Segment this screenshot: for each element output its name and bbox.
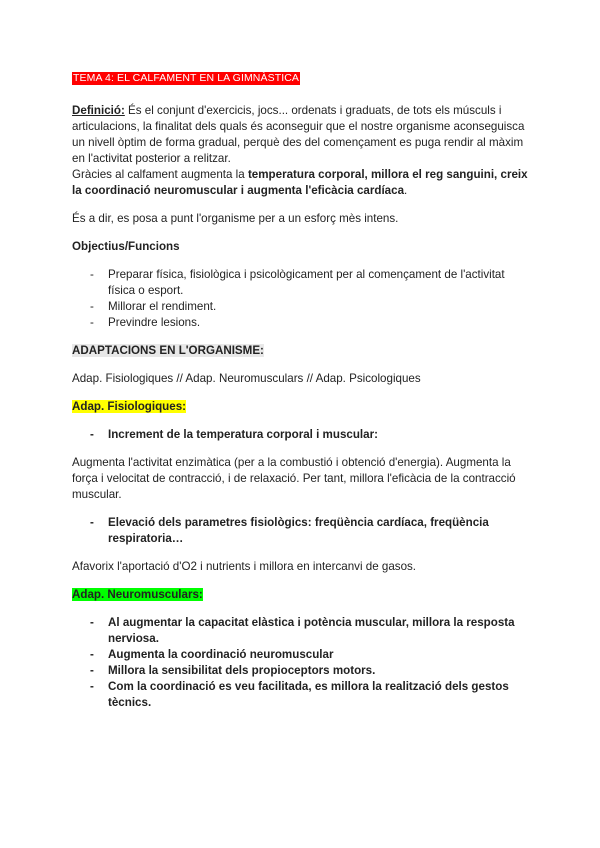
adaptacions-summary: Adap. Fisiologiques // Adap. Neuromusculars // Adap. Psicologiques — [72, 372, 421, 385]
gracies-post: . — [404, 184, 408, 197]
list-item-text: Com la coordinació es veu facilitada, es millora la realització dels gestos tècnics. — [108, 680, 509, 709]
list-item: - Al augmentar la capacitat elàstica i potència muscular, millora la resposta nerviosa. — [90, 616, 515, 645]
list-item: - Increment de la temperatura corporal i muscular: — [90, 428, 378, 441]
neuromusculars-list — [72, 615, 532, 711]
list-item: - Previndre lesions. — [90, 316, 201, 329]
list-item: - Elevació dels parametres fisiològics: freqüència cardíaca, freqüència respiratoria… — [90, 516, 489, 545]
neuromusculars-heading: Adap. Neuromusculars: — [72, 588, 203, 601]
gracies-paragraph — [72, 167, 532, 199]
list-item: - Com la coordinació es veu facilitada, es millora la realització dels gestos tècnics. — [90, 680, 509, 709]
definicio-text: És el conjunt d'exercicis, jocs... ordenats i graduats, de tots els músculs i articulacions, la finalitat dels quals és aconseguir que el nostre organisme aconseguisca un nivell òptim de forma gradual, perquè des del començament es puga rendir al màxim en l'activitat posterior a relitzar. — [72, 104, 525, 165]
document-content — [72, 70, 532, 711]
document-title: TEMA 4: EL CALFAMENT EN LA GIMNÀSTICA — [73, 72, 300, 84]
definicio-label: Definició: — [72, 104, 125, 117]
list-item-text: Increment de la temperatura corporal i muscular: — [108, 428, 378, 441]
adaptacions-heading: ADAPTACIONS EN L'ORGANISME: — [72, 344, 264, 357]
list-item: - Millorar el rendiment. — [90, 300, 217, 313]
list-item-text: Augmenta la coordinació neuromuscular — [108, 648, 334, 661]
list-item-text: Preparar física, fisiològica i psicològicament per al començament de l'activitat física o esport. — [108, 268, 505, 297]
gracies-bold: temperatura corporal, millora el reg sanguini, creix la coordinació neuromuscular i augmenta l'eficàcia cardíaca — [72, 168, 528, 197]
fisiologiques-paragraph-1: Augmenta l'activitat enzimàtica (per a la combustió i obtenció d'energia). Augmenta la força i velocitat de contracció, i de relaxació. Per tant, millora l'eficàcia de la contracció muscular. — [72, 456, 516, 501]
list-item-text: Millorar el rendiment. — [108, 300, 217, 313]
list-item: - Millora la sensibilitat dels propioceptors motors. — [90, 664, 376, 677]
list-item-text: Elevació dels parametres fisiològics: freqüència cardíaca, freqüència respiratoria… — [108, 516, 489, 545]
objectius-list — [72, 267, 532, 331]
fisiologiques-paragraph-2: Afavorix l'aportació d'O2 i nutrients i millora en intercanvi de gasos. — [72, 560, 417, 573]
list-item-text: Millora la sensibilitat dels propioceptors motors. — [108, 664, 376, 677]
fisiologiques-heading: Adap. Fisiologiques: — [72, 400, 187, 413]
objectius-heading: Objectius/Funcions — [72, 240, 180, 253]
fisiologiques-list-2 — [72, 515, 532, 547]
list-item: - Preparar física, fisiològica i psicològicament per al començament de l'activitat física o esport. — [90, 268, 505, 297]
list-item-text: Previndre lesions. — [108, 316, 201, 329]
definicio-paragraph — [72, 103, 532, 167]
es-a-dir-paragraph: És a dir, es posa a punt l'organisme per a un esforç mès intens. — [72, 212, 399, 225]
fisiologiques-list-1 — [72, 427, 532, 443]
list-item-text: Al augmentar la capacitat elàstica i potència muscular, millora la resposta nerviosa. — [108, 616, 515, 645]
gracies-pre: Gràcies al calfament augmenta la — [72, 168, 248, 181]
list-item: - Augmenta la coordinació neuromuscular — [90, 648, 334, 661]
